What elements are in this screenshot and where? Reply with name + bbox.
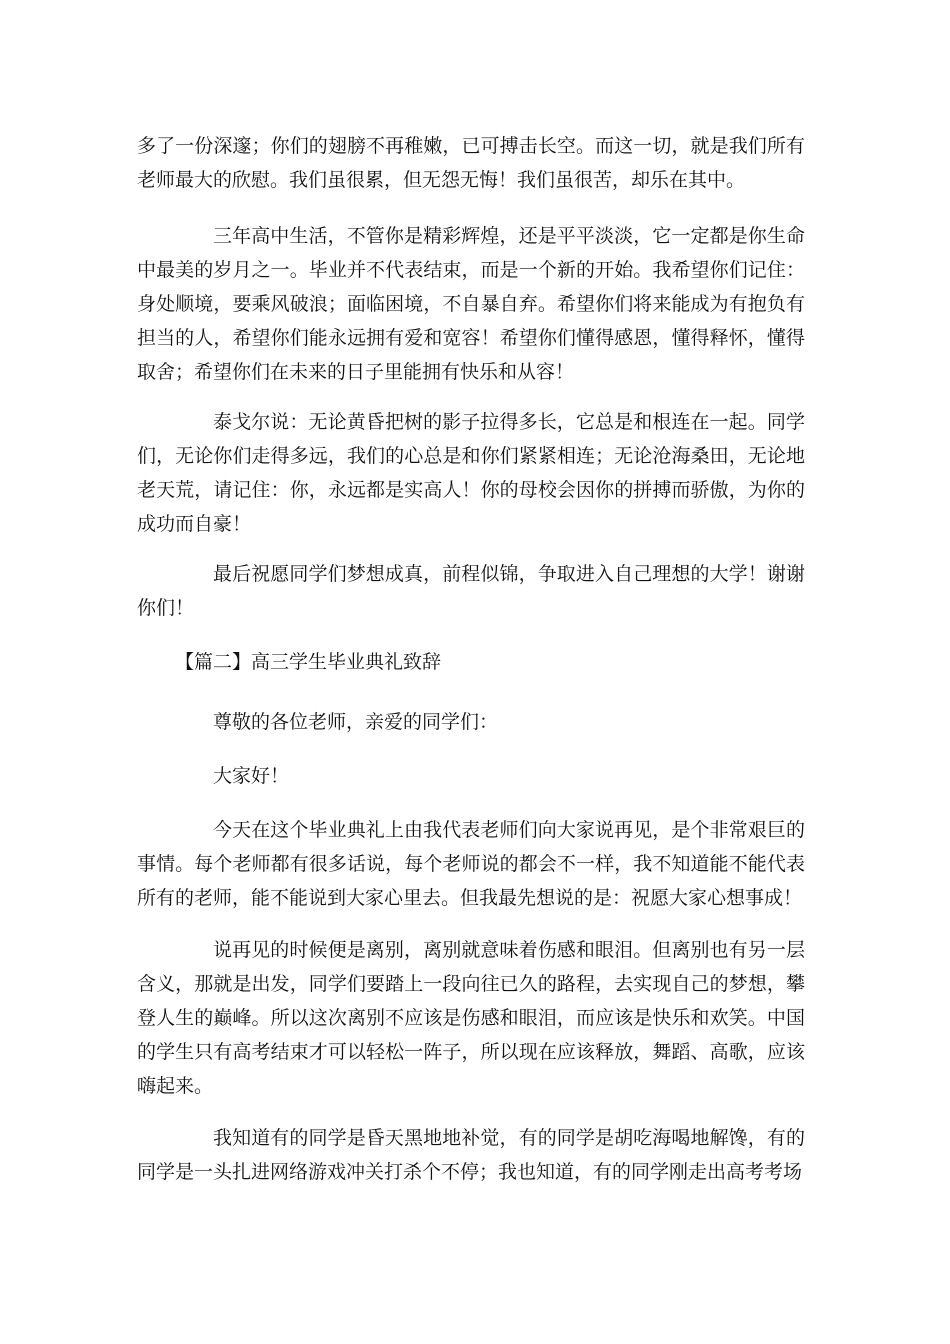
paragraph-meaning-of-farewell: 说再见的时候便是离别，离别就意味着伤感和眼泪。但离别也有另一层含义，那就是出发，同学们要踏上一段向往已久的路程，去实现自己的梦想，攀登人生的巅峰。所以这次离别不应该是伤感和眼泪，而应该是快乐和欢笑。中国的学生只有高考结束才可以轻松一阵子，所以现在应该释放，舞蹈、高歌，应该嗨起来。 — [137, 939, 805, 1097]
paragraph-high-school-life: 三年高中生活，不管你是精彩辉煌，还是平平淡淡，它一定都是你生命中最美的岁月之一。毕业并不代表结束，而是一个新的开始。我希望你们记住：身处顺境，要乘风破浪；面临困境，不自暴自弃。希望你们将来能成为有抱负有担当的人，希望你们能永远拥有爱和宽容！希望你们懂得感恩，懂得释怀，懂得取舍；希望你们在未来的日子里能拥有快乐和从容！ — [137, 225, 805, 383]
greeting: 大家好！ — [213, 765, 290, 787]
salutation: 尊敬的各位老师，亲爱的同学们： — [213, 711, 499, 733]
paragraph-closing-wishes: 最后祝愿同学们梦想成真，前程似锦，争取进入自己理想的大学！谢谢你们！ — [137, 563, 805, 619]
paragraph-continuation: 多了一份深邃；你们的翅膀不再稚嫩，已可搏击长空。而这一切，就是我们所有老师最大的欣慰。我们虽很累，但无怨无悔！我们虽很苦，却乐在其中。 — [137, 135, 805, 191]
section-heading-part-two: 【篇二】高三学生毕业典礼致辞 — [175, 651, 442, 673]
paragraph-farewell-intro: 今天在这个毕业典礼上由我代表老师们向大家说再见，是个非常艰巨的事情。每个老师都有很多话说，每个老师说的都会不一样，我不知道能不能代表所有的老师，能不能说到大家心里去。但我最先想说的是：祝愿大家心想事成！ — [137, 819, 805, 909]
paragraph-after-exam: 我知道有的同学是昏天黑地地补觉，有的同学是胡吃海喝地解馋，有的同学是一头扎进网络游戏冲关打杀个不停；我也知道，有的同学刚走出高考考场 — [137, 1127, 805, 1183]
paragraph-tagore-quote: 泰戈尔说：无论黄昏把树的影子拉得多长，它总是和根连在一起。同学们，无论你们走得多远，我们的心总是和你们紧紧相连；无论沧海桑田，无论地老天荒，请记住：你，永远都是实高人！你的母校会因你的拼搏而骄傲，为你的成功而自豪！ — [137, 411, 805, 535]
